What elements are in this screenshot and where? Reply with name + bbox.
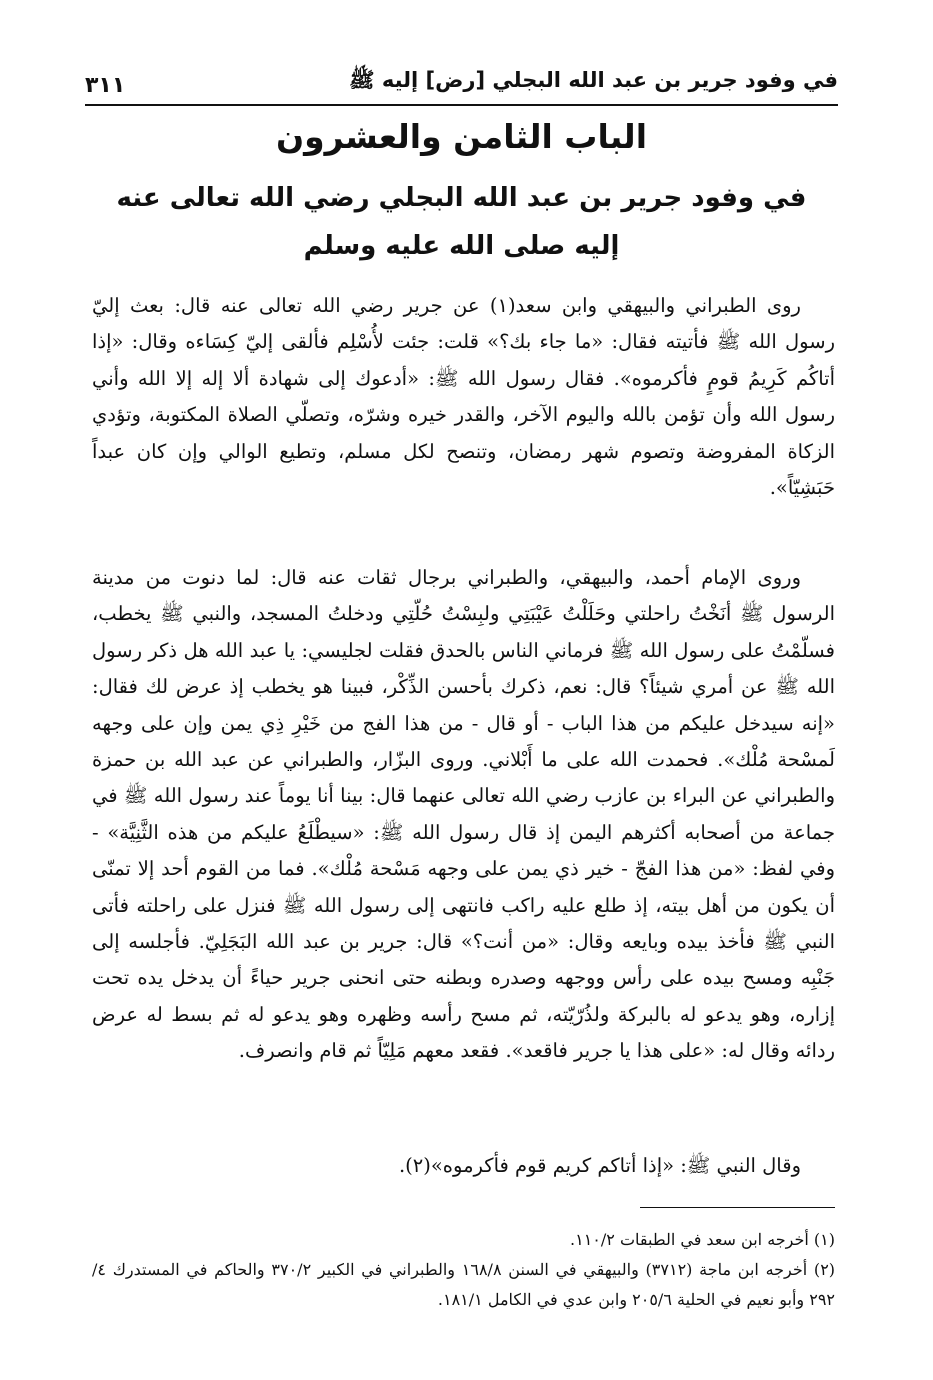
footnotes — [92, 1225, 835, 1315]
chapter-subtitle — [85, 174, 838, 270]
paragraph-text: وروى الإمام أحمد، والبيهقي، والطبراني برجال ثقات عنه قال: لما دنوت من مدينة الرسول ﷺ أنَخْتُ راحلتي وحَلَلْتُ عَيْبَتِي ولبِسْتُ حُلّتِي ودخلتُ المسجد، والنبي ﷺ يخطب، فسلّمْتُ على رسول الله ﷺ فرماني الناس بالحدق فقلت لجليسي: يا عبد الله هل ذكر رسول الله ﷺ عن أمري شيئاً؟ قال: نعم، ذكرك بأحسن الذِّكْر، فبينا هو يخطب إذ عرض لك فقال: «إنه سيدخل عليكم من هذا الباب - أو قال - من هذا الفج من خَيْرِ ذِي يمن وإن على وجهه لَمسْحة مُلْك». فحمدت الله على ما أَبْلاني. وروى البزّار، والطبراني عن عبد الله بن حمزة والطبراني عن البراء بن عازب رضي الله تعالى عنهما قال: بينا أنا يوماً عند رسول الله ﷺ في جماعة من أصحابه أكثرهم اليمن إذ قال رسول الله ﷺ: «سيطْلَعُ عليكم من هذه الثَّنِيَّة» - وفي لفظ: «من هذا الفجّ - خير ذي يمن على وجهه مَسْحة مُلْك». فما من القوم أحد إلا تمنّى أن يكون من أهل بيته، إذ طلع عليه راكب فانتهى إلى رسول الله ﷺ فنزل على راحلته فأتى النبي ﷺ فأخذ بيده وبايعه وقال: «من أنت؟» قال: جرير بن عبد الله البَجَلِيّ. فأجلسه إلى جَنْبِه ومسح بيده على رأس ووجهه وصدره وبطنه حتى انحنى جرير حياءً أن يدخل يده تحت إزاره، وهو يدعو له بالبركة ولذُرّيّته، ثم مسح رأسه وظهره وهو يدعو له ثم بسط له عرض ردائه وقال له: «على هذا يا جرير فاقعد». فقعد معهم مَلِيّاً ثم قام وانصرف. — [92, 566, 835, 1063]
chapter-subtitle-line-1: في وفود جرير بن عبد الله البجلي رضي الله تعالى عنه — [116, 183, 807, 213]
page-number: ٣١١ — [85, 73, 126, 98]
paragraph-text: وقال النبي ﷺ: «إذا أتاكم كريم قوم فأكرموه»(٢). — [398, 1154, 801, 1177]
chapter-title: الباب الثامن والعشرون — [275, 117, 648, 156]
body-paragraph-2 — [92, 560, 835, 1070]
footnote-2: (٢) أخرجه ابن ماجة (٣٧١٢) والبيهقي في السنن ١٦٨/٨ والطبراني في الكبير ٣٧٠/٢ والحاكم في المستدرك ٤/ ٢٩٢ وأبو نعيم في الحلية ٢٠٥/٦ وابن عدي في الكامل ١٨١/١. — [92, 1260, 836, 1309]
body-paragraph-1 — [92, 288, 835, 506]
running-title: في وفود جرير بن عبد الله البجلي [رض] إليه ﷺ — [349, 68, 838, 92]
footnote-divider — [640, 1207, 835, 1208]
footnote-1: (١) أخرجه ابن سعد في الطبقات ١١٠/٢. — [570, 1230, 835, 1249]
chapter-subtitle-line-2: إليه صلى الله عليه وسلم — [303, 231, 620, 261]
body-paragraph-3 — [92, 1148, 835, 1184]
running-header — [85, 58, 838, 98]
header-divider — [85, 104, 838, 106]
paragraph-text: روى الطبراني والبيهقي وابن سعد(١) عن جرير رضي الله تعالى عنه قال: بعث إليّ رسول الله ﷺ فأتيته فقال: «ما جاء بك؟» قلت: جئت لأُسْلِم فألقى إليّ كِسَاءه وقال: «إذا أتاكُم كَرِيمُ قومٍ فأكرموه». فقال رسول الله ﷺ: «أدعوك إلى شهادة ألا إله إلا الله وأني رسول الله وأن تؤمن بالله واليوم الآخر، والقدر خيره وشرّه، وتصلّي الصلاة المكتوبة، وتؤدي الزكاة المفروضة وتصوم شهر رمضان، وتنصح لكل مسلم، وتطيع الوالي وإن كان عبداً حَبَشِيّاً». — [92, 294, 835, 500]
